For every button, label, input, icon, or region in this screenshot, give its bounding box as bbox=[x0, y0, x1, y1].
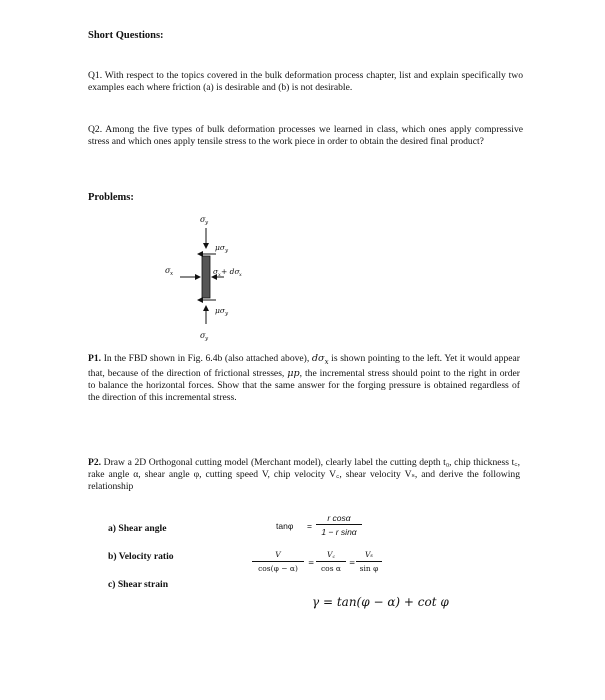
eq-vel-den-1: cos(φ − α) bbox=[258, 564, 298, 573]
label-sigma-x-plus-sub: x bbox=[218, 272, 221, 278]
problem-1 bbox=[88, 353, 520, 404]
p1-math-dsx-main: dσ bbox=[311, 353, 325, 364]
item-shear-strain: c) Shear strain bbox=[108, 579, 169, 590]
label-sigma-y-bottom-sub: y bbox=[205, 336, 209, 342]
eq-vel-den-3: sin φ bbox=[359, 564, 379, 573]
p1-label: P1. bbox=[88, 353, 102, 364]
question-1: Q1. With respect to the topics covered in the bulk deformation process chapter, list and explain specifically two examples each where friction (a) is desirable and (b) is not desirable. bbox=[88, 70, 523, 93]
p2-text: Draw a 2D Orthogonal cutting model (Merchant model), clearly label the cutting depth t₀, chip thickness t꜀, rake angle α, shear angle φ, cutting speed V, chip velocity V꜀, shear velocity Vₛ, and derive the following relationship bbox=[88, 457, 520, 492]
label-plus-d-sigma: + dσ bbox=[221, 267, 240, 276]
eq-shear-numerator: r cosα bbox=[327, 513, 351, 523]
heading-problems: Problems: bbox=[88, 192, 134, 203]
label-sigma-x-sub: x bbox=[170, 271, 174, 277]
label-mu-sigma-y-bottom: μσ bbox=[215, 306, 225, 315]
eq-vel-bar-2 bbox=[316, 561, 346, 562]
eq-vel-bar-3 bbox=[356, 561, 382, 562]
element-block bbox=[202, 256, 210, 298]
item-velocity-ratio: b) Velocity ratio bbox=[108, 551, 174, 562]
eq-vel-num-1: V bbox=[275, 550, 281, 559]
p2-label: P2. bbox=[88, 457, 102, 468]
item-shear-angle: a) Shear angle bbox=[108, 523, 167, 534]
label-sigma-x: σ bbox=[165, 266, 171, 275]
equation-shear-strain: γ = tan(φ − α) + cot φ bbox=[312, 595, 449, 609]
heading-short-questions: Short Questions: bbox=[88, 30, 164, 41]
label-sigma-y-bottom: σ bbox=[200, 331, 206, 340]
eq-shear-equals: = bbox=[307, 521, 312, 531]
label-sigma-y-top: σ bbox=[200, 215, 206, 224]
eq-vel-equals-2: = bbox=[349, 558, 356, 567]
p1-text-a: In the FBD shown in Fig. 6.4b (also attached above), bbox=[103, 353, 310, 364]
p1-text-b: is shown pointing to the left. Yet it would appear that, because of the direction of frictional stresses, bbox=[88, 353, 520, 379]
p1-text-c: , the incremental stress should point to the right in order to balance the horizontal forces. Show that the same answer for the forging pressure is obtained regardless of the direction of this incremental stress. bbox=[88, 367, 520, 403]
p1-math-dsx-sub: x bbox=[324, 357, 329, 366]
problem-2 bbox=[88, 457, 520, 493]
question-2: Q2. Among the five types of bulk deformation processes we learned in class, which ones apply compressive stress and which ones apply tensile stress to the work piece in order to obtain the desired final product? bbox=[88, 124, 523, 147]
fbd-svg bbox=[160, 208, 280, 348]
label-mu-sigma-y-top-sub: y bbox=[225, 248, 229, 254]
label-plus-d-sigma-sub: x bbox=[239, 272, 242, 278]
eq-vel-num-2: V꜀ bbox=[326, 550, 335, 559]
eq-vel-num-3: Vₛ bbox=[365, 550, 373, 559]
label-sigma-y-top-sub: y bbox=[205, 220, 209, 226]
eq-vel-bar-1 bbox=[252, 561, 304, 562]
fbd-diagram bbox=[160, 208, 280, 348]
p1-math-dsx bbox=[312, 353, 329, 364]
eq-shear-denominator: 1 − r sinα bbox=[321, 527, 357, 537]
eq-shear-lhs: tanφ bbox=[276, 521, 294, 531]
label-sigma-x-plus: σ bbox=[213, 267, 219, 276]
label-mu-sigma-y-bottom-sub: y bbox=[225, 311, 229, 317]
eq-vel-den-2: cos α bbox=[320, 564, 341, 573]
eq-shear-fraction-bar bbox=[316, 524, 362, 525]
eq-vel-equals-1: = bbox=[308, 558, 315, 567]
label-mu-sigma-y-top: μσ bbox=[215, 243, 225, 252]
p1-math-mup: μp bbox=[287, 367, 300, 379]
